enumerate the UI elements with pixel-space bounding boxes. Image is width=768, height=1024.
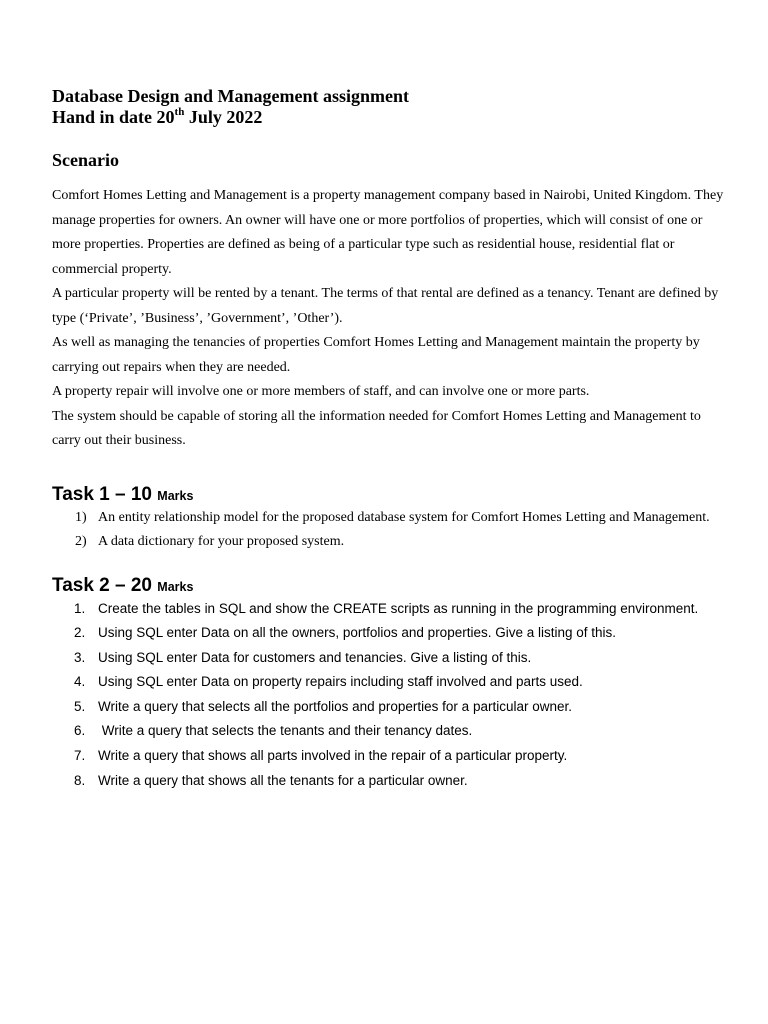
list-item-text: Write a query that selects the tenants and their tenancy dates. xyxy=(98,723,473,739)
task-2-heading xyxy=(52,572,724,599)
title-line-1: Database Design and Management assignment xyxy=(52,86,410,106)
task-1-heading-main: Task 1 – 10 xyxy=(52,483,158,505)
list-item-text: Write a query that shows all the tenants for a particular owner. xyxy=(98,772,468,788)
scenario-paragraph: As well as managing the tenancies of properties Comfort Homes Letting and Management maintain the property by carrying out repairs when they are needed. xyxy=(52,335,700,375)
scenario-paragraph: The system should be capable of storing all the information needed for Comfort Homes Letting and Management to carry out their business. xyxy=(52,408,701,448)
list-item-number: 3. xyxy=(74,649,86,665)
scenario-paragraph: Comfort Homes Letting and Management is a property management company based in Nairobi, United Kingdom. They manage properties for owners. An owner will have one or more portfolios of properties, which will consist of one or more properties. Properties are defined as being of a particular type such as residential house, residential flat or commercial property. xyxy=(52,188,724,277)
task-1-heading xyxy=(52,481,724,508)
list-item-text: Write a query that shows all parts involved in the repair of a particular property. xyxy=(98,748,568,764)
task-2-list xyxy=(52,597,724,794)
task-2-item xyxy=(52,597,724,622)
list-item-text: Using SQL enter Data on property repairs including staff involved and parts used. xyxy=(98,674,583,690)
list-item-number: 4. xyxy=(74,674,86,690)
scenario-paragraph: A property repair will involve one or more members of staff, and can involve one or more parts. xyxy=(52,384,590,399)
list-item-text: An entity relationship model for the proposed database system for Comfort Homes Letting and Management. xyxy=(98,509,710,525)
list-item-number: 8. xyxy=(74,772,86,788)
list-item-text: Write a query that selects all the portfolios and properties for a particular owner. xyxy=(98,698,572,714)
list-item-text: A data dictionary for your proposed system. xyxy=(98,534,345,549)
list-item-number: 6. xyxy=(74,723,86,739)
document-content xyxy=(52,86,724,793)
list-item-number: 7. xyxy=(74,748,86,764)
task-2-item xyxy=(52,621,724,646)
task-2-item xyxy=(52,670,724,695)
list-item-number: 5. xyxy=(74,698,86,714)
title-line-2-superscript: th xyxy=(174,106,185,118)
list-item-text: Using SQL enter Data for customers and tenancies. Give a listing of this. xyxy=(98,649,532,665)
task-2-item xyxy=(52,646,724,671)
document-title xyxy=(52,86,724,128)
scenario-heading: Scenario xyxy=(52,150,119,170)
list-item-text: Using SQL enter Data on all the owners, portfolios and properties. Give a listing of this. xyxy=(98,625,617,641)
task-2-item xyxy=(52,769,724,794)
title-line-2-suffix: July 2022 xyxy=(184,107,263,127)
scenario-paragraph: A particular property will be rented by a tenant. The terms of that rental are defined as a tenancy. Tenant are defined by type (‘Private’, ’Business’, ’Government’, ’Other’). xyxy=(52,286,719,326)
task-2-item xyxy=(52,744,724,769)
task-1-item xyxy=(52,530,724,555)
task-2-heading-marks: Marks xyxy=(157,579,194,594)
scenario-body xyxy=(52,184,724,454)
task-1-heading-marks: Marks xyxy=(157,488,194,503)
task-2-item xyxy=(52,695,724,720)
list-item-number: 2) xyxy=(75,534,87,549)
task-1-item xyxy=(52,506,724,531)
list-item-number: 1. xyxy=(74,600,86,616)
list-item-number: 1) xyxy=(75,509,87,525)
title-line-2-prefix: Hand in date 20 xyxy=(52,107,175,127)
task-2-item xyxy=(52,719,724,744)
task-1-list xyxy=(52,506,724,555)
list-item-text: Create the tables in SQL and show the CREATE scripts as running in the programming environment. xyxy=(98,600,699,616)
list-item-number: 2. xyxy=(74,625,86,641)
task-2-heading-main: Task 2 – 20 xyxy=(52,574,158,596)
